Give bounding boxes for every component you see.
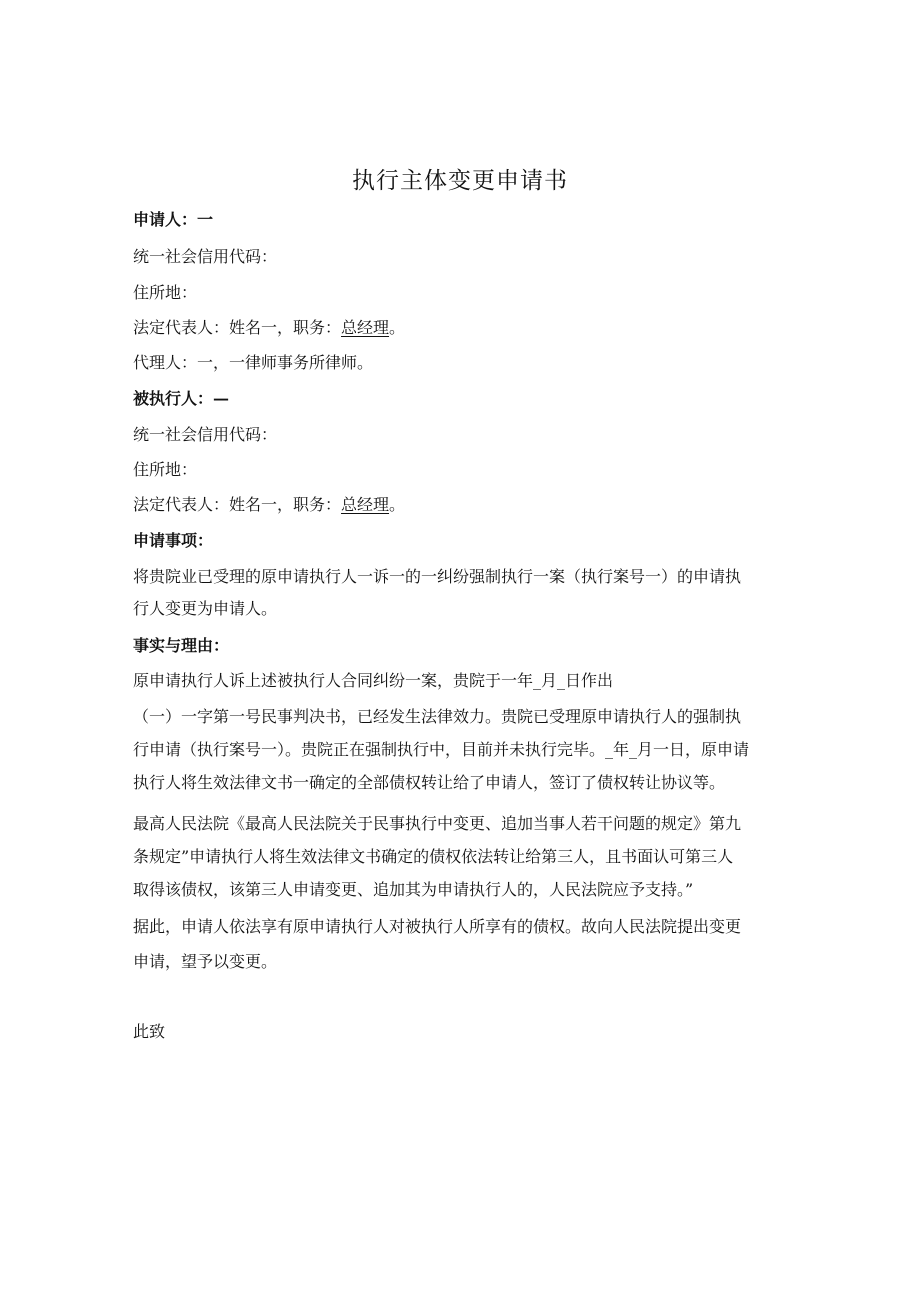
applicant-credit-code: 统一社会信用代码： bbox=[133, 247, 278, 266]
applicant-agent: 代理人：一，一律师事务所律师。 bbox=[133, 353, 374, 372]
request-line: 将贵院业已受理的原申请执行人一诉一的一纠纷强制执行一案（执行案号一）的申请执 bbox=[133, 567, 742, 586]
facts-heading: 事实与理由： bbox=[133, 636, 230, 655]
applicant-rep-prefix: 法定代表人：姓名一，职务： bbox=[133, 318, 342, 337]
respondent-heading: 被执行人：— bbox=[133, 389, 230, 408]
facts-line: 据此，申请人依法享有原申请执行人对被执行人所享有的债权。故向人民法院提出变更 bbox=[133, 917, 742, 936]
applicant-address: 住所地： bbox=[133, 283, 198, 302]
facts-line: 申请，望予以变更。 bbox=[133, 952, 278, 971]
respondent-rep-prefix: 法定代表人：姓名一，职务： bbox=[133, 495, 342, 514]
respondent-rep-suffix: 。 bbox=[389, 495, 406, 514]
facts-line: 执行人将生效法律文书一确定的全部债权转让给了申请人，签订了债权转让协议等。 bbox=[133, 773, 726, 792]
applicant-heading: 申请人：一 bbox=[133, 210, 214, 229]
respondent-credit-code: 统一社会信用代码： bbox=[133, 425, 278, 444]
respondent-legal-representative bbox=[133, 493, 793, 517]
document-title: 执行主体变更申请书 bbox=[352, 168, 568, 194]
applicant-rep-suffix: 。 bbox=[389, 318, 406, 337]
facts-line: 行申请（执行案号一）。贵院正在强制执行中，目前并未执行完毕。_年_月一日，原申请 bbox=[133, 740, 750, 759]
request-heading: 申请事项： bbox=[133, 531, 214, 550]
request-line: 行人变更为申请人。 bbox=[133, 599, 278, 618]
respondent-address: 住所地： bbox=[133, 460, 198, 479]
facts-line: （一）一字第一号民事判决书，已经发生法律效力。贵院已受理原申请执行人的强制执 bbox=[133, 707, 742, 726]
facts-line: 原申请执行人诉上述被执行人合同纠纷一案，贵院于一年_月_日作出 bbox=[133, 671, 614, 690]
closing-salutation: 此致 bbox=[133, 1022, 166, 1041]
facts-line: 取得该债权，该第三人申请变更、追加其为申请执行人的，人民法院应予支持。” bbox=[133, 880, 694, 899]
respondent-rep-title: 总经理 bbox=[341, 495, 390, 514]
applicant-rep-title: 总经理 bbox=[341, 318, 390, 337]
applicant-legal-representative bbox=[133, 316, 793, 340]
facts-line: 最高人民法院《最高人民法院关于民事执行中变更、追加当事人若干问题的规定》第九 bbox=[133, 814, 742, 833]
facts-line: 条规定”申请执行人将生效法律文书确定的债权依法转让给第三人，且书面认可第三人 bbox=[133, 847, 734, 866]
